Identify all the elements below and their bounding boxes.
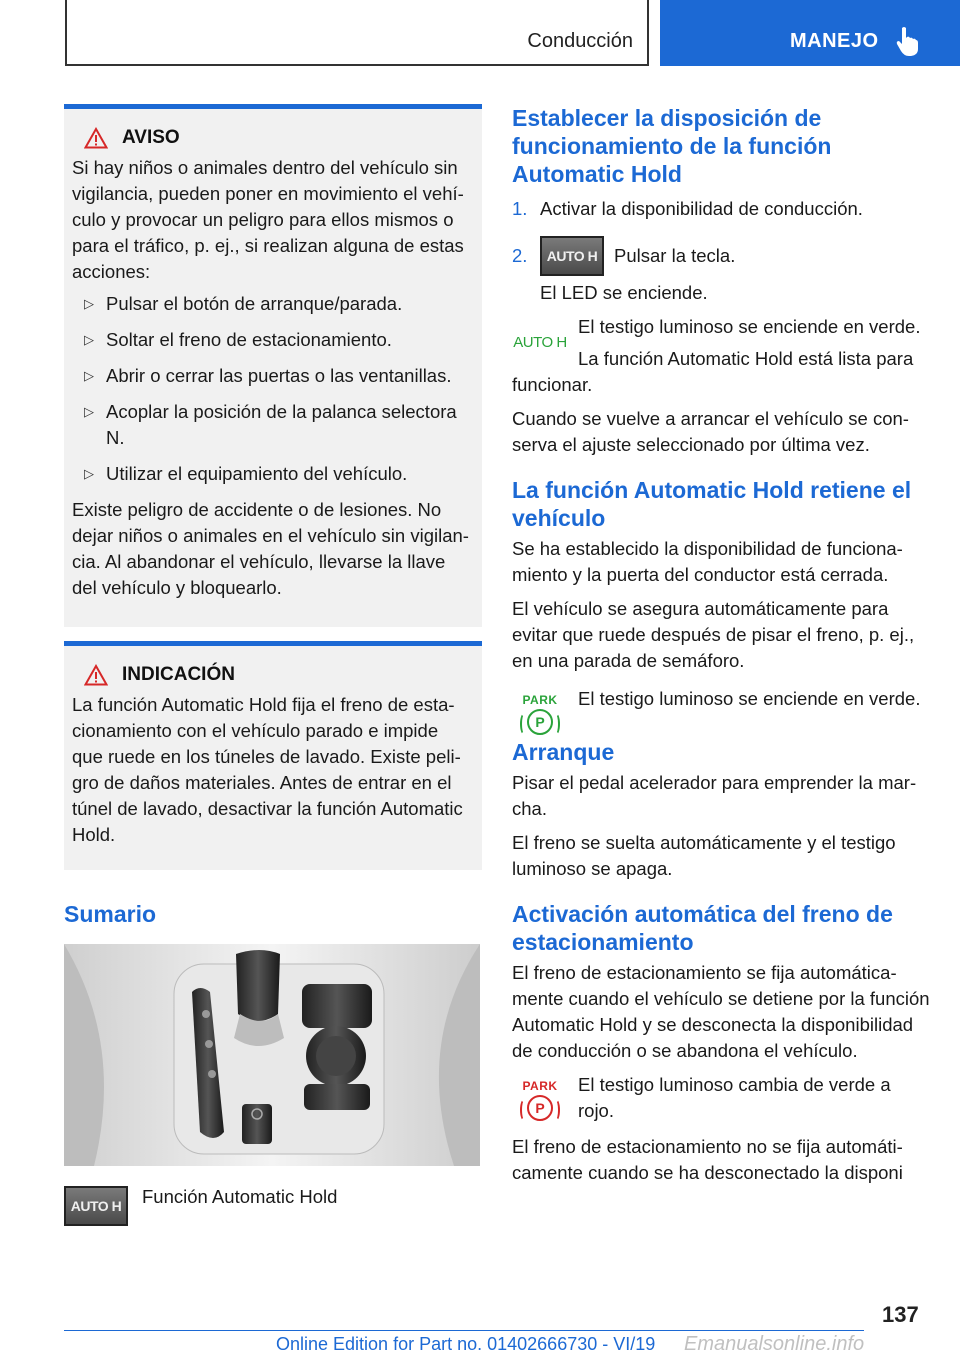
warning-list — [72, 291, 474, 487]
indicator-green-text: El testigo luminoso se enciende en verde. — [578, 316, 921, 337]
note-box — [64, 641, 482, 870]
heading-start: Arranque — [512, 739, 615, 765]
page-number: 137 — [882, 1302, 919, 1327]
hand-pointer-icon — [896, 26, 922, 56]
header-chapter-title: MANEJO — [790, 30, 879, 52]
step-text: Activar la disponibilidad de conducción. — [540, 198, 863, 219]
warning-box — [64, 104, 482, 627]
step-1 — [512, 196, 930, 222]
auto-h-indicator-block — [512, 314, 930, 351]
list-item: ▷ Acoplar la posición de la palanca selectora N. — [72, 399, 474, 451]
auto-paragraph-1: El freno de estacionamiento se fija automáticamente cuando el vehículo se detiene por la función Automatic Hold y se desconecta la disponibilidad de conducción o se abandona el vehículo. — [512, 962, 930, 1061]
auto-h-indicator-icon: AUTO H — [513, 333, 567, 351]
footer-divider — [64, 1330, 864, 1331]
park-green-block — [512, 686, 930, 730]
start-paragraph-2: El freno se suelta automáticamente y el testigo luminoso se apaga. — [512, 832, 896, 879]
list-item: ▷ Utilizar el equipamiento del vehículo. — [72, 461, 474, 487]
caption-text: Función Automatic Hold — [142, 1186, 338, 1207]
warning-outro: Existe peligro de accidente o de lesiones. No dejar niños o animales en el vehículo sin vigilancia. Al abandonar el vehículo, llevarse la llave del vehículo y bloquearlo. — [72, 499, 469, 598]
note-title: INDICACIÓN — [122, 664, 235, 685]
right-column — [512, 104, 930, 1186]
note-title-row — [72, 664, 474, 686]
caption-row — [64, 1184, 482, 1234]
step-number: 2. — [512, 245, 528, 266]
warning-intro: Si hay niños o animales dentro del vehículo sin vigilancia, pueden poner en movimiento el vehículo y provocar un peligro para ellos mismos o para el tráfico, p. ej., si realizan alguna de estas acciones: — [72, 157, 464, 282]
park-red-indicator-icon: PARK P — [512, 1072, 568, 1128]
list-item: ▷ Abrir o cerrar las puertas o las ventanillas. — [72, 363, 474, 389]
park-green-indicator-icon: PARK P — [512, 686, 568, 742]
list-item: ▷ Pulsar el botón de arranque/parada. — [72, 291, 474, 317]
center-console-photo — [64, 944, 480, 1166]
hold-paragraph-1: Se ha establecido la disponibilidad de funcionamiento y la puerta del conductor está cerrada. — [512, 538, 903, 585]
step-2 — [512, 236, 930, 276]
heading-setup: Establecer la disposición de funcionamiento de la función Automatic Hold — [512, 105, 832, 187]
auto-hold-button-icon: AUTO H — [540, 236, 604, 276]
warning-triangle-icon — [84, 127, 108, 149]
step-number: 1. — [512, 198, 528, 219]
summary-heading: Sumario — [64, 901, 157, 927]
park-green-text: El testigo luminoso se enciende en verde. — [578, 688, 921, 709]
center-console-illustration — [64, 944, 480, 1166]
auto-hold-button-icon: AUTO H — [64, 1186, 128, 1226]
list-item: ▷ Soltar el freno de estacionamiento. — [72, 327, 474, 353]
note-text: La función Automatic Hold fija el freno de estacionamiento con el vehículo parado e impide que ruede en los túneles de lavado. Existe peligro de daños materiales. Antes de entrar en el túnel de lavado, desactivar la función Automatic Hold. — [72, 694, 463, 845]
left-column — [64, 104, 482, 1234]
warning-triangle-icon — [84, 664, 108, 686]
park-red-text: El testigo luminoso cambia de verde a rojo. — [578, 1074, 891, 1121]
watermark: Emanualsonline.info — [684, 1333, 865, 1355]
restart-text: Cuando se vuelve a arrancar el vehículo se conserva el ajuste seleccionado por última vez. — [512, 408, 909, 455]
header-section-title: Conducción — [527, 30, 633, 52]
footer-edition: Online Edition for Part no. 01402666730 - VI/19 — [276, 1334, 656, 1354]
start-paragraph-1: Pisar el pedal acelerador para emprender la marcha. — [512, 772, 917, 819]
ready-text: La función Automatic Hold está lista para funcionar. — [512, 348, 914, 395]
header-section-box — [65, 0, 649, 66]
park-red-block — [512, 1072, 930, 1124]
hold-paragraph-2: El vehículo se asegura automáticamente para evitar que ruede después de pisar el freno, p. ej., en una parada de semáforo. — [512, 598, 915, 671]
led-text: El LED se enciende. — [540, 282, 708, 303]
heading-hold: La función Automatic Hold retiene el vehículo — [512, 477, 912, 531]
auto-paragraph-2: El freno de estacionamiento no se fija automáticamente cuando se ha desconectado la disponi — [512, 1136, 903, 1183]
heading-auto-activation: Activación automática del freno de estacionamiento — [512, 901, 893, 955]
step-text: Pulsar la tecla. — [614, 245, 736, 266]
warning-title-row — [72, 127, 474, 149]
warning-title: AVISO — [122, 127, 180, 148]
